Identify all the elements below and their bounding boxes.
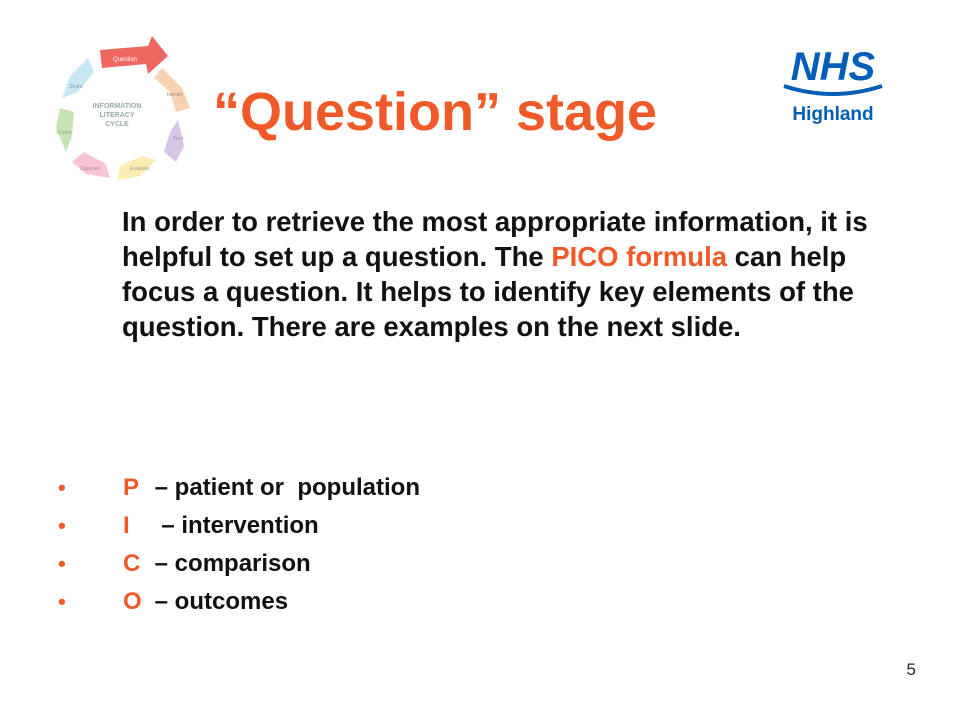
pico-description: – outcomes <box>148 588 289 615</box>
list-item <box>58 471 658 509</box>
intro-highlight: PICO formula <box>551 241 728 272</box>
bullet-marker: • <box>58 551 66 576</box>
cycle-center-line-2: LITERACY <box>99 112 135 119</box>
intro-text-before: In order to retrieve the most appropriate information, it is helpful to set up a question. The <box>122 206 868 272</box>
bullet-marker: • <box>58 513 66 538</box>
cycle-center-line-1: INFORMATION <box>92 103 142 110</box>
page-number: 5 <box>906 660 916 679</box>
cycle-segment-organise: Organise <box>79 166 101 172</box>
pico-description: – comparison <box>148 550 311 577</box>
list-item <box>58 585 658 623</box>
pico-list <box>58 471 658 623</box>
cycle-segment-identify: Identify <box>166 92 184 98</box>
logo-secondary-text: Highland <box>792 104 874 125</box>
information-literacy-cycle-image <box>30 28 205 196</box>
bullet-marker: • <box>58 475 66 500</box>
pico-letter: C <box>123 550 141 577</box>
list-item <box>58 547 658 585</box>
pico-description: – intervention <box>148 512 319 539</box>
list-item <box>58 509 658 547</box>
pico-letter: P <box>123 474 140 501</box>
intro-text-after: can help focus a question. It helps to identify key elements of the question. There are examples on the next slide. <box>122 241 854 342</box>
pico-letter: I <box>123 512 130 539</box>
logo-primary-text: NHS <box>790 45 876 89</box>
cycle-center-line-3: CYCLE <box>105 121 129 128</box>
pico-description: – patient or population <box>148 474 420 501</box>
cycle-segment-create: Create <box>56 130 72 136</box>
cycle-segment-evaluate: Evaluate <box>130 166 150 172</box>
intro-paragraph <box>122 204 912 344</box>
nhs-highland-logo <box>778 42 888 132</box>
slide-title: “Question” stage <box>213 82 658 142</box>
pico-letter: O <box>123 588 142 615</box>
cycle-segment-find: Find <box>173 136 183 142</box>
cycle-segment-question: Question <box>112 57 138 63</box>
cycle-segment-share: Share <box>69 84 83 90</box>
bullet-marker: • <box>58 589 66 614</box>
